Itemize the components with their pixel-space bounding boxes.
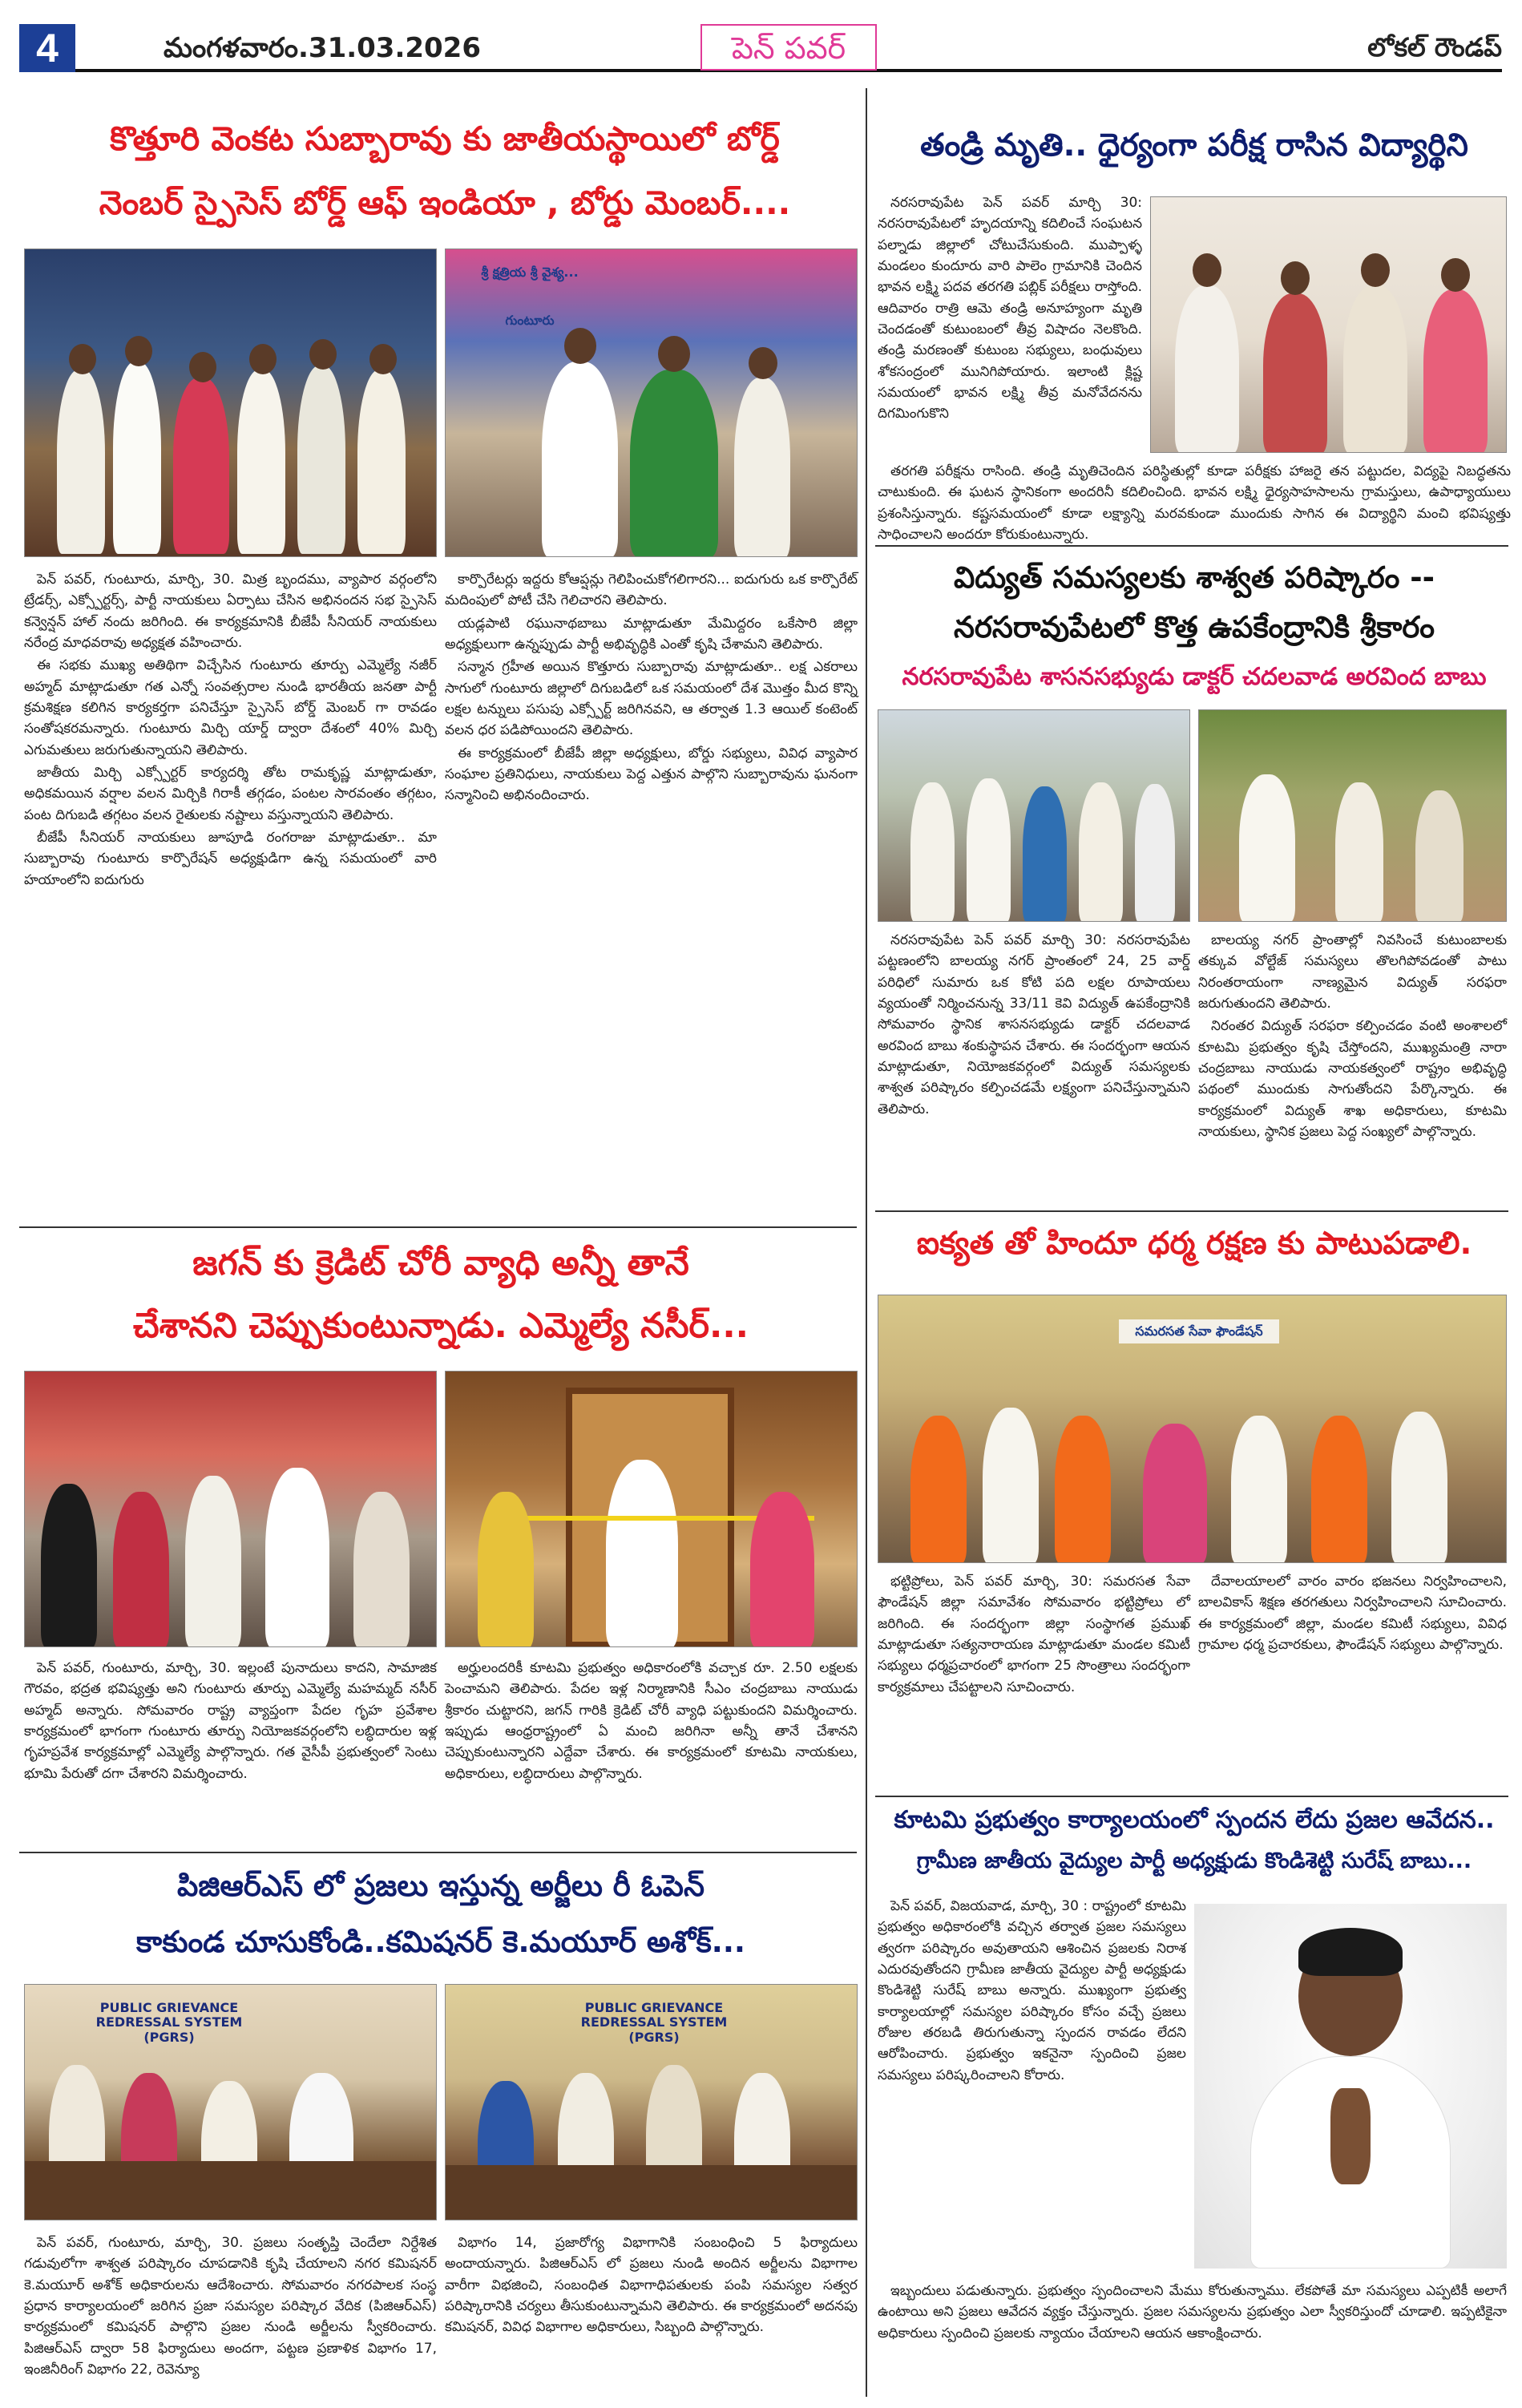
article-body bbox=[878, 2281, 1507, 2397]
photo-substation-launch bbox=[878, 709, 1190, 922]
banner-sign: సమరసత సేవా ఫౌండేషన్ bbox=[1119, 1319, 1279, 1343]
headline-line-1: తండ్రి మృతి.. ధైర్యంగా పరీక్ష రాసిన విద్యార్థిని bbox=[920, 127, 1468, 164]
article-body bbox=[878, 461, 1511, 541]
section-divider bbox=[19, 1852, 857, 1853]
headline bbox=[24, 1242, 858, 1286]
headline bbox=[24, 1868, 858, 1905]
headline bbox=[24, 1924, 858, 1961]
article-body bbox=[878, 1571, 1190, 1792]
article-body bbox=[24, 569, 437, 1210]
headline-line-1: ఐక్యత తో హిందూ ధర్మ రక్షణ కు పాటుపడాలి. bbox=[916, 1226, 1472, 1262]
headline bbox=[32, 183, 858, 224]
headline-line-1: విద్యుత్ సమస్యలకు శాశ్వత పరిష్కారం -- bbox=[953, 560, 1435, 595]
article-body bbox=[878, 1896, 1186, 2277]
section-divider bbox=[19, 1226, 857, 1228]
headline-line-2: కాకుండ చూసుకోండి..కమిషనర్ కె.మయూర్ అశోక్... bbox=[136, 1925, 745, 1959]
headline-line-1: జగన్ కు క్రెడిట్ చోరీ వ్యాధి అన్నీ తానే bbox=[192, 1243, 689, 1283]
article-body bbox=[24, 2232, 437, 2397]
section-divider bbox=[875, 1796, 1508, 1797]
paragraph: పెన్ పవర్, గుంటూరు, మార్చి, 30. మిత్ర బృందము, వ్యాపార వర్గంలోని ట్రేడర్స్, ఎక్స్పోర్టర్స్, పార్టీ నాయకులు ఏర్పాటు చేసిన అభినందన సభ స్పైసెస్ కన్వెన్షన్ హాల్ నందు జరిగింది. ఈ కార్యక్రమానికి బీజేపీ సీనియర్ నాయకులు నరేంద్ర మాధవరావు అధ్యక్షత వహించారు. bbox=[24, 572, 437, 652]
paragraph: యడ్లపాటి రఘునాథబాబు మాట్లాడుతూ మేమిద్దరం ఒకేసారి జిల్లా అధ్యక్షులుగా ఉన్నప్పుడు పార్టీ అభివృద్ధికి ఎంతో కృషి చేశామని తెలిపారు. bbox=[445, 615, 858, 653]
headline bbox=[32, 119, 858, 160]
headline-line-1: కూటమి ప్రభుత్వం కార్యాలయంలో స్పందన లేదు ప్రజల ఆవేదన.. bbox=[894, 1806, 1495, 1834]
paragraph: పెన్ పవర్, గుంటూరు, మార్చి, 30. ఇల్లంటే పునాదులు కాదని, సామాజిక గౌరవం, భద్రత భవిష్యత్తు అని గుంటూరు తూర్పు ఎమ్మెల్యే మహమ్మద్ నసీర్ అహ్మద్ అన్నారు. సోమవారం రాష్ట్ర వ్యాప్తంగా పేదల గృహ ప్రవేశాల కార్యక్రమంలో భాగంగా గుంటూరు తూర్పు నియోజకవర్గంలోని లబ్ధిదారుల ఇళ్ల గృహప్రవేశ కార్యక్రమాల్లో ఎమ్మెల్యే పాల్గొన్నారు. గత వైసీపీ ప్రభుత్వంలో సెంటు భూమి పేరుతో దగా చేశారని విమర్శించారు. bbox=[24, 1660, 437, 1782]
banner-sign: శ్రీ క్షత్రియ శ్రీ వైశ్య... bbox=[481, 265, 579, 280]
paragraph: దేవాలయాలలో వారం వారం భజనలు నిర్వహించాలని, బాలవికాస్ శిక్షణ తరగతులు నిర్వహించాలని సూచించారు. ఈ కార్యక్రమంలో జిల్లా, మండల కమిటీ సభ్యులు, వివిధ గ్రామాల ధర్మ ప్రచారకులు, ఫౌండేషన్ సభ్యులు పాల్గొన్నారు. bbox=[1198, 1574, 1507, 1654]
paper-name: పెన్ పవర్ bbox=[700, 24, 877, 71]
paragraph: సన్మాన గ్రహీత అయిన కొత్తూరు సుబ్బారావు మాట్లాడుతూ.. లక్ష ఎకరాలు సాగులో గుంటూరు జిల్లాలో దిగుబడిలో ఒక సమయంలో దేశ మొత్తం మీద కొన్ని లక్షల టన్నులు పసుపు ఎక్స్పోర్ట్ జరిగినవని, ఆ తర్వాత 1.3 ఆయిల్ కంటెంట్ వలన ధర పడిపోయిందని తెలిపారు. bbox=[445, 659, 858, 739]
headline-line-2: చేశానని చెప్పుకుంటున్నాడు. ఎమ్మెల్యే నసీర్... bbox=[132, 1306, 749, 1346]
banner-sign: గుంటూరు bbox=[505, 313, 555, 328]
headline-line-2: నెంబర్ స్పైసెస్ బోర్డ్ ఆఫ్ ఇండియా , బోర్డు మెంబర్.... bbox=[99, 184, 791, 222]
paragraph: తరగతి పరీక్షను రాసింది. తండ్రి మృతిచెందిన పరిస్థితుల్లో కూడా పరీక్షకు హాజరై తన పట్టుదల, విద్యపై నిబద్ధతను చాటుకుంది. ఈ ఘటన స్థానికంగా అందరినీ కదిలించింది. భావన లక్ష్మి ధైర్యసాహసాలను గ్రామస్తులు, ఉపాధ్యాయులు ప్రశంసిస్తున్నారు. కష్టసమయంలో కూడా లక్ష్యాన్ని మరవకుండా ముందుకు సాగిన ఈ విద్యార్థిని మంచి భవిష్యత్తు సాధించాలని అందరూ కోరుకుంటున్నారు. bbox=[878, 463, 1511, 543]
headline bbox=[878, 127, 1511, 166]
article-body bbox=[878, 930, 1190, 1206]
photo-student-family bbox=[1150, 196, 1507, 453]
photo-pgrs-hall bbox=[445, 1984, 858, 2220]
article-body bbox=[445, 569, 858, 1210]
section-name: లోకల్ రౌండప్ bbox=[1367, 32, 1502, 63]
paragraph: పెన్ పవర్, విజయవాడ, మార్చి, 30 : రాష్ట్రంలో కూటమి ప్రభుత్వం అధికారంలోకి వచ్చిన తర్వాత ప్రజల సమస్యలు త్వరగా పరిష్కారం అవుతాయని ఆశించిన ప్రజలకు నిరాశ ఎదురవుతోందని గ్రామీణ జాతీయ వైద్యుల పార్టీ అధ్యక్షుడు కొండిశెట్టి సురేష్ బాబు అన్నారు. ముఖ్యంగా ప్రభుత్వ కార్యాలయాల్లో సమస్యల పరిష్కారం కోసం వచ్చే ప్రజలు రోజుల తరబడి తిరుగుతున్నా స్పందన రావడం లేదని ఆరోపించారు. ప్రభుత్వం ఇకనైనా స్పందించి ప్రజల సమస్యలు పరిష్కరించాలని కోరారు. bbox=[878, 1898, 1186, 2083]
paragraph: నిరంతర విద్యుత్ సరఫరా కల్పించడం వంటి అంశాలలో కూటమి ప్రభుత్వం కృషి చేస్తోందని, ముఖ్యమంత్రి నారా చంద్రబాబు నాయుడు నాయకత్వంలో రాష్ట్రం అభివృద్ధి పథంలో ముందుకు సాగుతోందని పేర్కొన్నారు. ఈ కార్యక్రమంలో విద్యుత్ శాఖ అధికారులు, కూటమి నాయకులు, స్థానిక ప్రజలు పెద్ద సంఖ్యలో పాల్గొన్నారు. bbox=[1198, 1018, 1507, 1141]
subheadline-text: నరసరావుపేట శాసనసభ్యుడు డాక్టర్ చదలవాడ అరవింద బాబు bbox=[902, 663, 1487, 691]
column-divider bbox=[866, 88, 867, 2397]
subheadline-text: గ్రామీణ జాతీయ వైద్యుల పార్టీ అధ్యక్షుడు కొండిశెట్టి సురేష్ బాబు... bbox=[916, 1848, 1472, 1873]
paragraph: కార్పొరేటర్లు ఇద్దరు కోఆప్షన్లు గెలిపించుకోగలిగారని... ఐదుగురు ఒక కార్పొరేట్ మదింపులో పోటీ చేసి గెలిచారని తెలిపారు. bbox=[445, 572, 858, 609]
headline-line-2: నరసరావుపేటలో కొత్త ఉపకేంద్రానికి శ్రీకారం bbox=[953, 610, 1435, 644]
paragraph: జాతీయ మిర్చి ఎక్స్పోర్టర్ కార్యదర్శి తోట రామకృష్ణ మాట్లాడుతూ, అధికమయిన వర్షాల వలన మిర్చికి గిరాకీ తగ్గడం, పంటల సారవంతం తగ్గటం, పంట దిగుబడి తగ్గటం వలన రైతులకు నష్టాలు వస్తున్నాయని తెలిపారు. bbox=[24, 765, 437, 823]
article-body bbox=[878, 192, 1142, 457]
headline bbox=[878, 609, 1511, 646]
photo-felicitation-shawl bbox=[445, 248, 858, 557]
photo-felicitation-stage bbox=[24, 248, 437, 557]
paragraph: బాలయ్య నగర్ ప్రాంతాల్లో నివసించే కుటుంబాలకు తక్కువ వోల్టేజ్ సమస్యలు తొలగిపోవడంతో పాటు నిరంతరాయంగా నాణ్యమైన విద్యుత్ సరఫరా జరుగుతుందని తెలిపారు. bbox=[1198, 932, 1507, 1012]
article-body bbox=[445, 1658, 858, 1846]
photo-housing-visit bbox=[24, 1371, 437, 1647]
headline-line-1: కొత్తూరి వెంకట సుబ్బారావు కు జాతీయస్థాయిలో బోర్డ్ bbox=[110, 119, 780, 158]
paragraph: బీజేపీ సీనియర్ నాయకులు జూపూడి రంగరాజు మాట్లాడుతూ.. మా సుబ్బారావు గుంటూరు కార్పొరేషన్ అధ్యక్షుడిగా ఉన్న సమయంలో వారి హయాంలోని ఐదుగురు bbox=[24, 830, 437, 888]
banner-sign: PUBLIC GRIEVANCE REDRESSAL SYSTEM (PGRS) bbox=[95, 2000, 243, 2045]
article-body bbox=[24, 1658, 437, 1846]
paragraph: అర్హులందరికీ కూటమి ప్రభుత్వం అధికారంలోకి వచ్చాక రూ. 2.50 లక్షలకు పెంచామని తెలిపారు. పేదల ఇళ్ల నిర్మాణానికి సీఎం చంద్రబాబు నాయుడు శ్రీకారం చుట్టారని, జగన్ గారికి క్రెడిట్ చోరీ వ్యాధి పట్టుకుందని విమర్శించారు. ఇప్పుడు ఆంధ్రరాష్ట్రంలో ఏ మంచి జరిగినా అన్నీ తానే చేశానని చెప్పుకుంటున్నారని ఎద్దేవా చేశారు. ఈ కార్యక్రమంలో కూటమి నాయకులు, అధికారులు, లబ్ధిదారులు పాల్గొన్నారు. bbox=[445, 1660, 858, 1782]
photo-pgrs-desk bbox=[24, 1984, 437, 2220]
section-divider bbox=[875, 1210, 1508, 1212]
paragraph: విభాగం 14, ప్రజారోగ్య విభాగానికి సంబంధించి 5 ఫిర్యాదులు అందాయన్నారు. పిజిఆర్ఎస్ లో ప్రజలు నుండి అందిన అర్జీలను విభాగాల వారీగా విభజించి, సంబంధిత విభాగాధిపతులకు పంపి సమస్యల సత్వర పరిష్కారానికి చర్యలు తీసుకుంటున్నామని తెలిపారు. ఈ కార్యక్రమంలో అదనపు కమిషనర్, వివిధ విభాగాల అధికారులు, సిబ్బంది పాల్గొన్నారు. bbox=[445, 2235, 858, 2336]
paragraph: నరసరావుపేట పెన్ పవర్ మార్చి 30: నరసరావుపేటలో హృదయాన్ని కదిలించే సంఘటన పల్నాడు జిల్లాలో చోటుచేసుకుంది. ముప్పాళ్ళ మండలం కుందూరు వారి పాలెం గ్రామానికి చెందిన భావన లక్ష్మి పదవ తరగతి పబ్లిక్ పరీక్షలు రాస్తోంది. ఆదివారం రాత్రి ఆమె తండ్రి అనూహ్యంగా మృతి చెందడంతో కుటుంబంలో తీవ్ర విషాదం నెలకొంది. తండ్రి మరణంతో కుటుంబ సభ్యులు, బంధువులు శోకసంద్రంలో మునిగిపోయారు. ఇలాంటి క్లిష్ట సమయంలో భావన లక్ష్మి తీవ్ర మనోవేదనను దిగమింగుకొని bbox=[878, 195, 1142, 422]
paragraph: ఇబ్బందులు పడుతున్నారు. ప్రభుత్వం స్పందించాలని మేము కోరుతున్నాము. లేకపోతే మా సమస్యలు ఎప్పటికీ అలాగే ఉంటాయి అని ప్రజలు ఆవేదన వ్యక్తం చేస్తున్నారు. ప్రజల సమస్యలను ప్రభుత్వం ఎలా స్వీకరిస్తుందో చూడాలి. ఇప్పటికైనా అధికారులు స్పందించి ప్రజలకు న్యాయం చేయాలని ఆయన ఆకాంక్షించారు. bbox=[878, 2283, 1507, 2341]
article-body bbox=[445, 2232, 858, 2397]
photo-substation-pooja bbox=[1198, 709, 1507, 922]
article-body bbox=[1198, 930, 1507, 1206]
paragraph: పెన్ పవర్, గుంటూరు, మార్చి, 30. ప్రజలు సంతృప్తి చెందేలా నిర్దేశిత గడువులోగా శాశ్వత పరిష్కారం చూపడానికి కృషి చేయాలని నగర కమిషనర్ కె.మయూర్ అశోక్ అధికారులను ఆదేశించారు. సోమవారం నగరపాలక సంస్థ ప్రధాన కార్యాలయంలో జరిగిన ప్రజా సమస్యల పరిష్కార వేదిక (పిజిఆర్ఎస్) కార్యక్రమంలో కమిషనర్ పాల్గొని ప్రజల నుండి అర్జీలను స్వీకరించారు. పిజిఆర్ఎస్ ద్వారా 58 ఫిర్యాదులు అందగా, పట్టణ ప్రణాళిక విభాగం 17, ఇంజినీరింగ్ విభాగం 22, రెవెన్యూ bbox=[24, 2235, 437, 2378]
paragraph: ఈ కార్యక్రమంలో బీజేపీ జిల్లా అధ్యక్షులు, బోర్డు సభ్యులు, వివిధ వ్యాపార సంఘాల ప్రతినిధులు, నాయకులు పెద్ద ఎత్తున పాల్గొని సుబ్బారావును ఘనంగా సన్మానించి అభినందించారు. bbox=[445, 745, 858, 804]
headline-line-1: పిజిఆర్ఎస్ లో ప్రజలు ఇస్తున్న అర్జీలు రీ ఓపెన్ bbox=[177, 1869, 704, 1903]
headline bbox=[878, 1225, 1511, 1264]
paragraph: భట్టిప్రోలు, పెన్ పవర్ మార్చి, 30: సమరసత సేవా ఫౌండేషన్ జిల్లా సమావేశం సోమవారం భట్టిప్రోలు లో జరిగింది. ఈ సందర్భంగా జిల్లా సంస్థాగత ప్రముఖ్ మాట్లాడుతూ సత్యనారాయణ మాట్లాడుతూ మండల కమిటీ సభ్యులు ధర్మప్రచారంలో భాగంగా 25 సొంత్రాలు సందర్భంగా కార్యక్రమాలు చేపట్టాలని సూచించారు. bbox=[878, 1574, 1190, 1695]
headline bbox=[24, 1305, 858, 1348]
photo-suresh-babu-portrait bbox=[1194, 1904, 1507, 2269]
headline bbox=[878, 1805, 1511, 1836]
photo-samarasata-meeting bbox=[878, 1295, 1507, 1563]
page-number: 4 bbox=[19, 24, 75, 72]
subheadline bbox=[878, 1848, 1511, 1875]
paragraph: ఈ సభకు ముఖ్య అతిథిగా విచ్చేసిన గుంటూరు తూర్పు ఎమ్మెల్యే నజీర్ అహ్మద్ మాట్లాడుతూ గత ఎన్నో సంవత్సరాల నుండి భారతీయ జనతా పార్టీ క్రమశిక్షణ కలిగిన కార్యకర్తగా పనిచేస్తూ స్పైసెస్ బోర్డ్ మెంబర్ గా రావడం సంతోషకరమన్నారు. గుంటూరు మిర్చి యార్డ్ ద్వారా దేశంలో 40% మిర్చి ఎగుమతులు జరుగుతున్నాయని తెలిపారు. bbox=[24, 657, 437, 758]
banner-sign: PUBLIC GRIEVANCE REDRESSAL SYSTEM (PGRS) bbox=[580, 2000, 728, 2045]
photo-housewarming-ribbon bbox=[445, 1371, 858, 1647]
masthead bbox=[19, 24, 1502, 72]
subheadline bbox=[878, 662, 1511, 693]
headline bbox=[878, 560, 1511, 596]
article-body bbox=[1198, 1571, 1507, 1792]
issue-date: మంగళవారం.31.03.2026 bbox=[164, 32, 481, 64]
paragraph: నరసరావుపేట పెన్ పవర్ మార్చి 30: నరసరావుపేట పట్టణంలోని బాలయ్య నగర్ ప్రాంతంలో 24, 25 వార్డ్ పరిధిలో సుమారు ఒక కోటి పది లక్షల రూపాయలు వ్యయంతో నిర్మించనున్న 33/11 కెవి విద్యుత్ ఉపకేంద్రానికి సోమవారం స్థానిక శాసనసభ్యుడు డాక్టర్ చదలవాడ అరవింద బాబు శంకుస్థాపన చేశారు. ఈ సందర్భంగా ఆయన మాట్లాడుతూ, నియోజకవర్గంలో విద్యుత్ సమస్యలకు శాశ్వత పరిష్కారం కల్పించడమే లక్ష్యంగా పనిచేస్తున్నామని తెలిపారు. bbox=[878, 932, 1190, 1117]
